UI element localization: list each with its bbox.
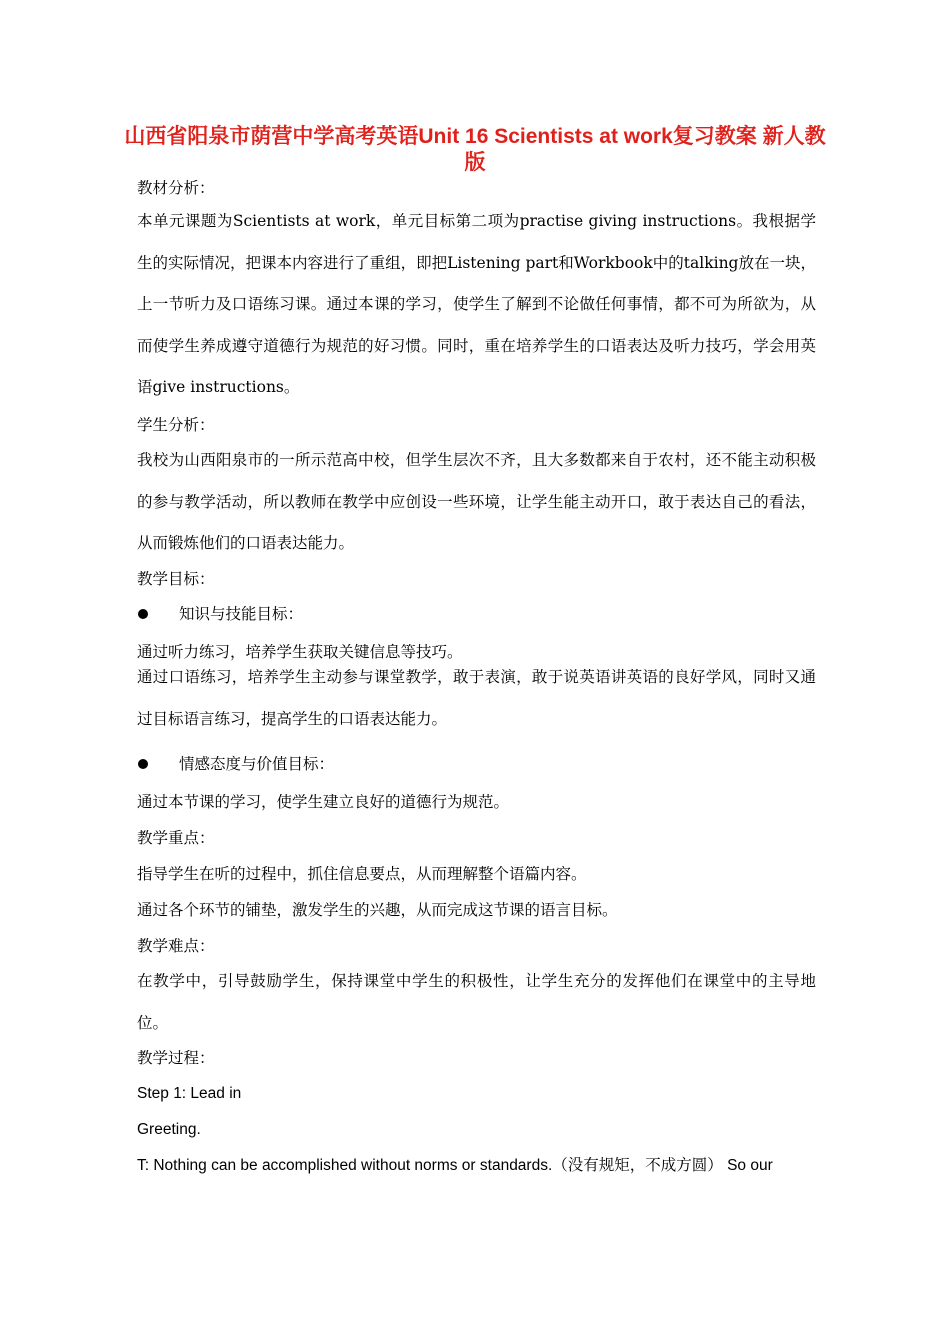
bullet-label: 情感态度与价值目标：	[179, 755, 335, 773]
step-heading: Step 1: Lead in	[137, 1085, 242, 1102]
students-heading: 学生分析：	[137, 416, 215, 434]
difficulty-heading: 教学难点：	[137, 937, 215, 955]
document-title: 山西省阳泉市荫营中学高考英语Unit 16 Scientists at work复习教案 新人教版	[124, 125, 826, 174]
focus-heading: 教学重点：	[137, 829, 215, 847]
goals-line: 通过本节课的学习，使学生建立良好的道德行为规范。	[137, 793, 510, 811]
students-paragraph: 我校为山西阳泉市的一所示范高中校，但学生层次不齐，且大多数都来自于农村，还不能主动积极的参与教学活动，所以教师在教学中应创设一些环境，让学生能主动开口，敢于表达自己的看法，从而锻炼他们的口语表达能力。	[137, 451, 816, 552]
greeting-line: Greeting.	[137, 1121, 201, 1138]
goals-heading: 教学目标：	[137, 570, 215, 588]
goals-bullet-attitude	[137, 754, 816, 774]
goals-line: 通过听力练习，培养学生获取关键信息等技巧。	[137, 643, 463, 661]
materials-heading: 教材分析：	[137, 179, 215, 197]
focus-line: 指导学生在听的过程中，抓住信息要点，从而理解整个语篇内容。	[137, 865, 587, 883]
bullet-icon	[138, 609, 148, 619]
focus-line: 通过各个环节的铺垫，激发学生的兴趣，从而完成这节课的语言目标。	[137, 901, 618, 919]
goals-bullet-knowledge	[137, 604, 816, 624]
difficulty-paragraph: 在教学中，引导鼓励学生，保持课堂中学生的积极性，让学生充分的发挥他们在课堂中的主导地位。	[137, 972, 816, 1032]
teacher-line: T: Nothing can be accomplished without norms or standards.（没有规矩，不成方圆） So our	[137, 1157, 773, 1174]
goals-paragraph: 通过口语练习，培养学生主动参与课堂教学，敢于表演，敢于说英语讲英语的良好学风，同时又通过目标语言练习，提高学生的口语表达能力。	[137, 668, 816, 728]
bullet-label: 知识与技能目标：	[179, 605, 304, 623]
bullet-icon	[138, 759, 148, 769]
process-heading: 教学过程：	[137, 1049, 215, 1067]
materials-paragraph: 本单元课题为Scientists at work，单元目标第二项为practise giving instructions。我根据学生的实际情况，把课本内容进行了重组，即把Listening part和Workbook中的talking放在一块，上一节听力及口语练习课。通过本课的学习，使学生了解到不论做任何事情，都不可为所欲为，从而使学生养成遵守道德行为规范的好习惯。同时，重在培养学生的口语表达及听力技巧，学会用英语give instructions。	[137, 212, 816, 396]
